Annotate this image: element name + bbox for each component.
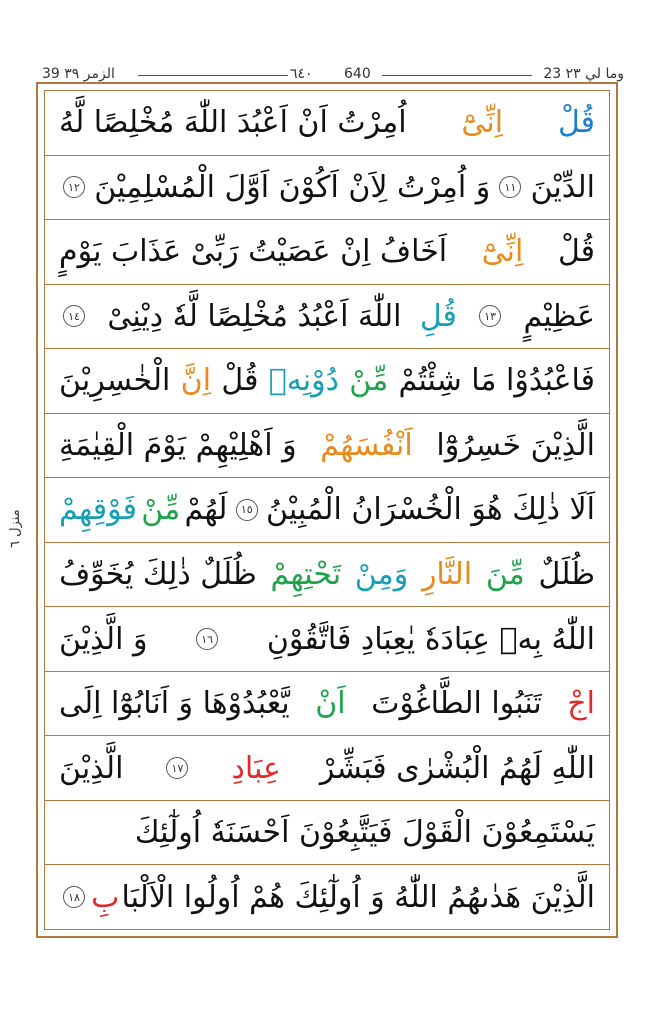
- verse-text: اِنَّ: [180, 363, 212, 399]
- verse-text: الْخٰسِرِیْنَ: [59, 363, 171, 399]
- verse-text: یَسْتَمِعُوْنَ الْقَوْلَ فَیَتَّبِعُوْنَ اَحْسَنَهٗ اُولٰٓئِكَ: [134, 815, 595, 851]
- header-rule-left: [138, 75, 288, 76]
- ayah-marker: ١٨: [63, 886, 85, 908]
- verse-text: اَنْفُسَهُمْ: [320, 427, 413, 463]
- verse-text: النَّارِ: [421, 556, 473, 592]
- verse-text: دُوْنِهٖ: [268, 363, 339, 399]
- ayah-marker: ١٤: [63, 305, 85, 327]
- verse-text: وَ اُمِرْتُ لِاَنْ اَكُوْنَ اَوَّلَ الْمُسْلِمِیْنَ: [94, 169, 491, 205]
- verse-text: مِّنَ: [485, 556, 525, 592]
- ayah-marker: ١٣: [479, 305, 501, 327]
- verse-text: ظُلَلٌ: [538, 556, 595, 592]
- verse-text: اللّٰهِ لَهُمُ الْبُشْرٰی فَبَشِّرْ: [319, 750, 595, 786]
- verse-text: اِنِّیْٓ: [481, 234, 524, 270]
- verse-text: یَّعْبُدُوْهَا وَ اَنَابُوْٓا اِلَى: [59, 686, 290, 722]
- page-number: 640: [344, 66, 371, 82]
- verse-line: [45, 156, 609, 221]
- verse-text: اَخَافُ اِنْ عَصَیْتُ رَبِّیْ عَذَابَ یَوْمٍ: [59, 234, 448, 270]
- verse-text: اَلَا ذٰلِكَ هُوَ الْخُسْرَانُ الْمُبِیْنُ: [266, 492, 595, 528]
- verse-text: مِّنْ: [141, 492, 181, 528]
- verse-text: ظُلَلٌ ذٰلِكَ یُخَوِّفُ: [59, 556, 257, 592]
- verse-line: [45, 543, 609, 608]
- verse-text: قُلْ: [221, 363, 259, 399]
- verse-line: [45, 478, 609, 543]
- ayah-marker: ١٧: [166, 757, 188, 779]
- header-rule-right: [382, 75, 532, 76]
- verse-line: [45, 220, 609, 285]
- verse-text: قُلِ: [419, 298, 457, 334]
- verse-text: مِّنْ: [349, 363, 389, 399]
- verse-line: [45, 801, 609, 866]
- verse-text: الَّذِیْنَ: [59, 750, 124, 786]
- page-number-arabic: ٦٤٠: [290, 66, 313, 82]
- manzil-note: منزل ٦: [8, 509, 23, 548]
- verse-text: بِ: [91, 879, 120, 915]
- verse-text: عَظِیْمٍ: [523, 298, 595, 334]
- verse-text: الدِّیْنَ: [530, 169, 595, 205]
- ayah-marker: ١٢: [63, 176, 85, 198]
- verse-text: قُلْ: [557, 105, 595, 141]
- ayah-marker: ١٥: [236, 499, 258, 521]
- verse-text: تَحْتِهِمْ: [270, 556, 342, 592]
- verse-text: اِنِّیْٓ: [461, 105, 504, 141]
- verse-text: اللّٰهَ اَعْبُدُ مُخْلِصًا لَّهٗ دِیْنِیْ: [107, 298, 402, 334]
- verse-text: وَمِنْ: [354, 556, 409, 592]
- surah-label: 39 الزمر ٣٩: [42, 66, 115, 82]
- verse-line: [45, 91, 609, 156]
- verse-line: [45, 736, 609, 801]
- verse-text: وَ اَهْلِیْهِمْ یَوْمَ الْقِیٰمَةِ: [59, 427, 297, 463]
- verse-lines: [45, 91, 609, 929]
- verse-line: [45, 865, 609, 929]
- verse-line: [45, 607, 609, 672]
- verse-text: اَنْ: [315, 686, 346, 722]
- verse-text: فَوْقِهِمْ: [59, 492, 137, 528]
- verse-text: لَهُمْ: [184, 492, 228, 528]
- ayah-marker: ١٦: [196, 628, 218, 650]
- verse-text: اللّٰهُ بِهٖ عِبَادَهٗ یٰعِبَادِ فَاتَّقُوْنِ: [266, 621, 595, 657]
- verse-line: [45, 414, 609, 479]
- page-frame: [36, 82, 618, 938]
- verse-line: [45, 285, 609, 350]
- verse-text: فَاعْبُدُوْا مَا شِئْتُمْ: [398, 363, 595, 399]
- verse-text: وَ الَّذِیْنَ: [59, 621, 148, 657]
- juz-label: 23 وما لي ٢٣: [543, 66, 624, 82]
- verse-text: الَّذِیْنَ هَدٰىهُمُ اللّٰهُ وَ اُولٰٓئِكَ هُمْ اُولُوا الْاَلْبَا: [121, 879, 595, 915]
- verse-text: عِبَادِ: [231, 750, 281, 786]
- ayah-marker: ١١: [499, 176, 521, 198]
- verse-text: تَنَبُوا الطَّاغُوْتَ: [371, 686, 542, 722]
- verse-text: قُلْ: [557, 234, 595, 270]
- verse-text: اجْ: [567, 686, 595, 722]
- verse-line: [45, 349, 609, 414]
- verse-line: [45, 672, 609, 737]
- verse-text: اُمِرْتُ اَنْ اَعْبُدَ اللّٰهَ مُخْلِصًا لَّهُ: [59, 105, 407, 141]
- verse-text: الَّذِیْنَ خَسِرُوْٓا: [436, 427, 595, 463]
